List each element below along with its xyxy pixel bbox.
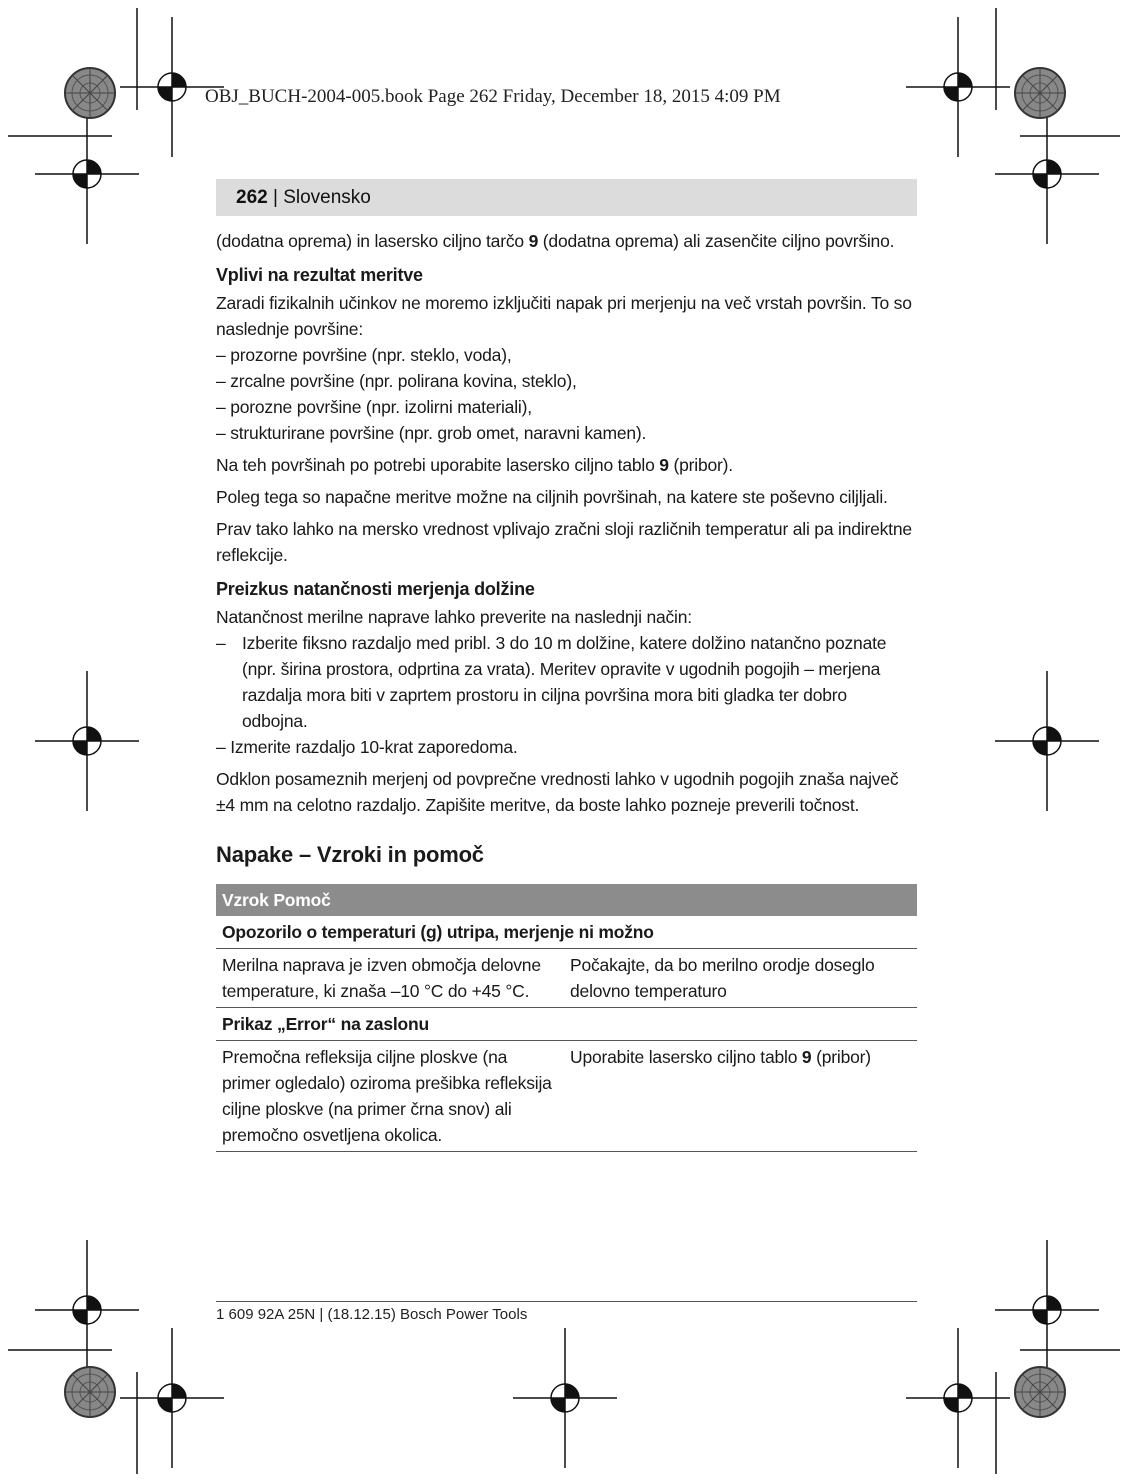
footer-text: 1 609 92A 25N | (18.12.15) Bosch Power Tools [216,1306,528,1323]
intro-paragraph: (dodatna oprema) in lasersko ciljno tarčo 9 (dodatna oprema) ali zasenčite ciljno površino. [216,231,895,251]
surface-list [216,342,917,446]
influences-heading: Vplivi na rezultat meritve [216,265,423,285]
influences-text: Zaradi fizikalnih učinkov ne moremo izključiti napak pri merjenju na več vrstah površin. To so naslednje površine: [216,293,912,339]
influences-text-2: Poleg tega so napačne meritve možne na ciljnih površinah, na katere ste poševno ciljljali. [216,487,888,507]
page-number: 262 [236,186,268,208]
faults-table [216,884,917,1152]
table-section-title: Opozorilo o temperaturi (g) utripa, merjenje ni možno [216,916,917,949]
accuracy-heading: Preizkus natančnosti merjenja dolžine [216,579,535,599]
page-header-bar [216,179,917,216]
accuracy-text-2: Odklon posameznih merjenj od povprečne vrednosti lahko v ugodnih pogojih znaša največ ±4 mm na celotno razdaljo. Zapišite meritve, da boste lahko pozneje preverili točnost. [216,769,899,815]
list-item: – zrcalne površine (npr. polirana kovina, steklo), [216,368,917,394]
header-separator: | [267,186,284,208]
ref-number: 9 [659,455,669,475]
ref-number: 9 [801,1047,812,1067]
table-row [216,1041,917,1152]
target-tip: Na teh površinah po potrebi uporabite lasersko ciljno tablo 9 (pribor). [216,455,733,475]
cause-cell: Premočna refleksija ciljne ploskve (na primer ogledalo) oziroma prešibka refleksija ciljne ploskve (na primer črna snov) ali premočno osvetljena okolica. [216,1041,564,1152]
accuracy-text: Natančnost merilne naprave lahko preverite na naslednji način: [216,607,692,627]
list-item: – Izmerite razdaljo 10-krat zaporedoma. [216,734,917,760]
list-item: – Izberite fiksno razdaljo med pribl. 3 do 10 m dolžine, katere dolžino natančno poznate (npr. širina prostora, odprtina za vrata). Meritev opravite v ugodnih pogojih – merjena razdalja mora biti v zaprtem prostoru in ciljna površina mora biti gladka ter dobro odbojna. [216,630,917,734]
list-item: – porozne površine (npr. izolirni materiali), [216,394,917,420]
header-section: Slovensko [283,186,371,208]
list-item: – prozorne površine (npr. steklo, voda), [216,342,917,368]
table-section-title: Prikaz „Error“ na zaslonu [216,1008,917,1041]
accuracy-steps [216,630,917,760]
help-cell: Uporabite lasersko ciljno tablo 9 (pribor) [564,1041,917,1152]
faults-heading: Napake – Vzroki in pomoč [216,842,484,867]
list-item: – strukturirane površine (npr. grob omet, naravni kamen). [216,420,917,446]
ref-number: 9 [528,231,539,251]
page-content [216,228,917,1152]
influences-text-3: Prav tako lahko na mersko vrednost vplivajo zračni sloji različnih temperatur ali pa indirektne reflekcije. [216,519,912,565]
table-row [216,949,917,1008]
print-slug-line: OBJ_BUCH-2004-005.book Page 262 Friday, December 18, 2015 4:09 PM [205,86,781,107]
help-cell: Počakajte, da bo merilno orodje doseglo delovno temperaturo [564,949,917,1008]
table-header: Vzrok Pomoč [216,884,917,916]
page-footer [216,1301,917,1323]
cause-cell: Merilna naprava je izven območja delovne temperature, ki znaša –10 °C do +45 °C. [216,949,564,1008]
